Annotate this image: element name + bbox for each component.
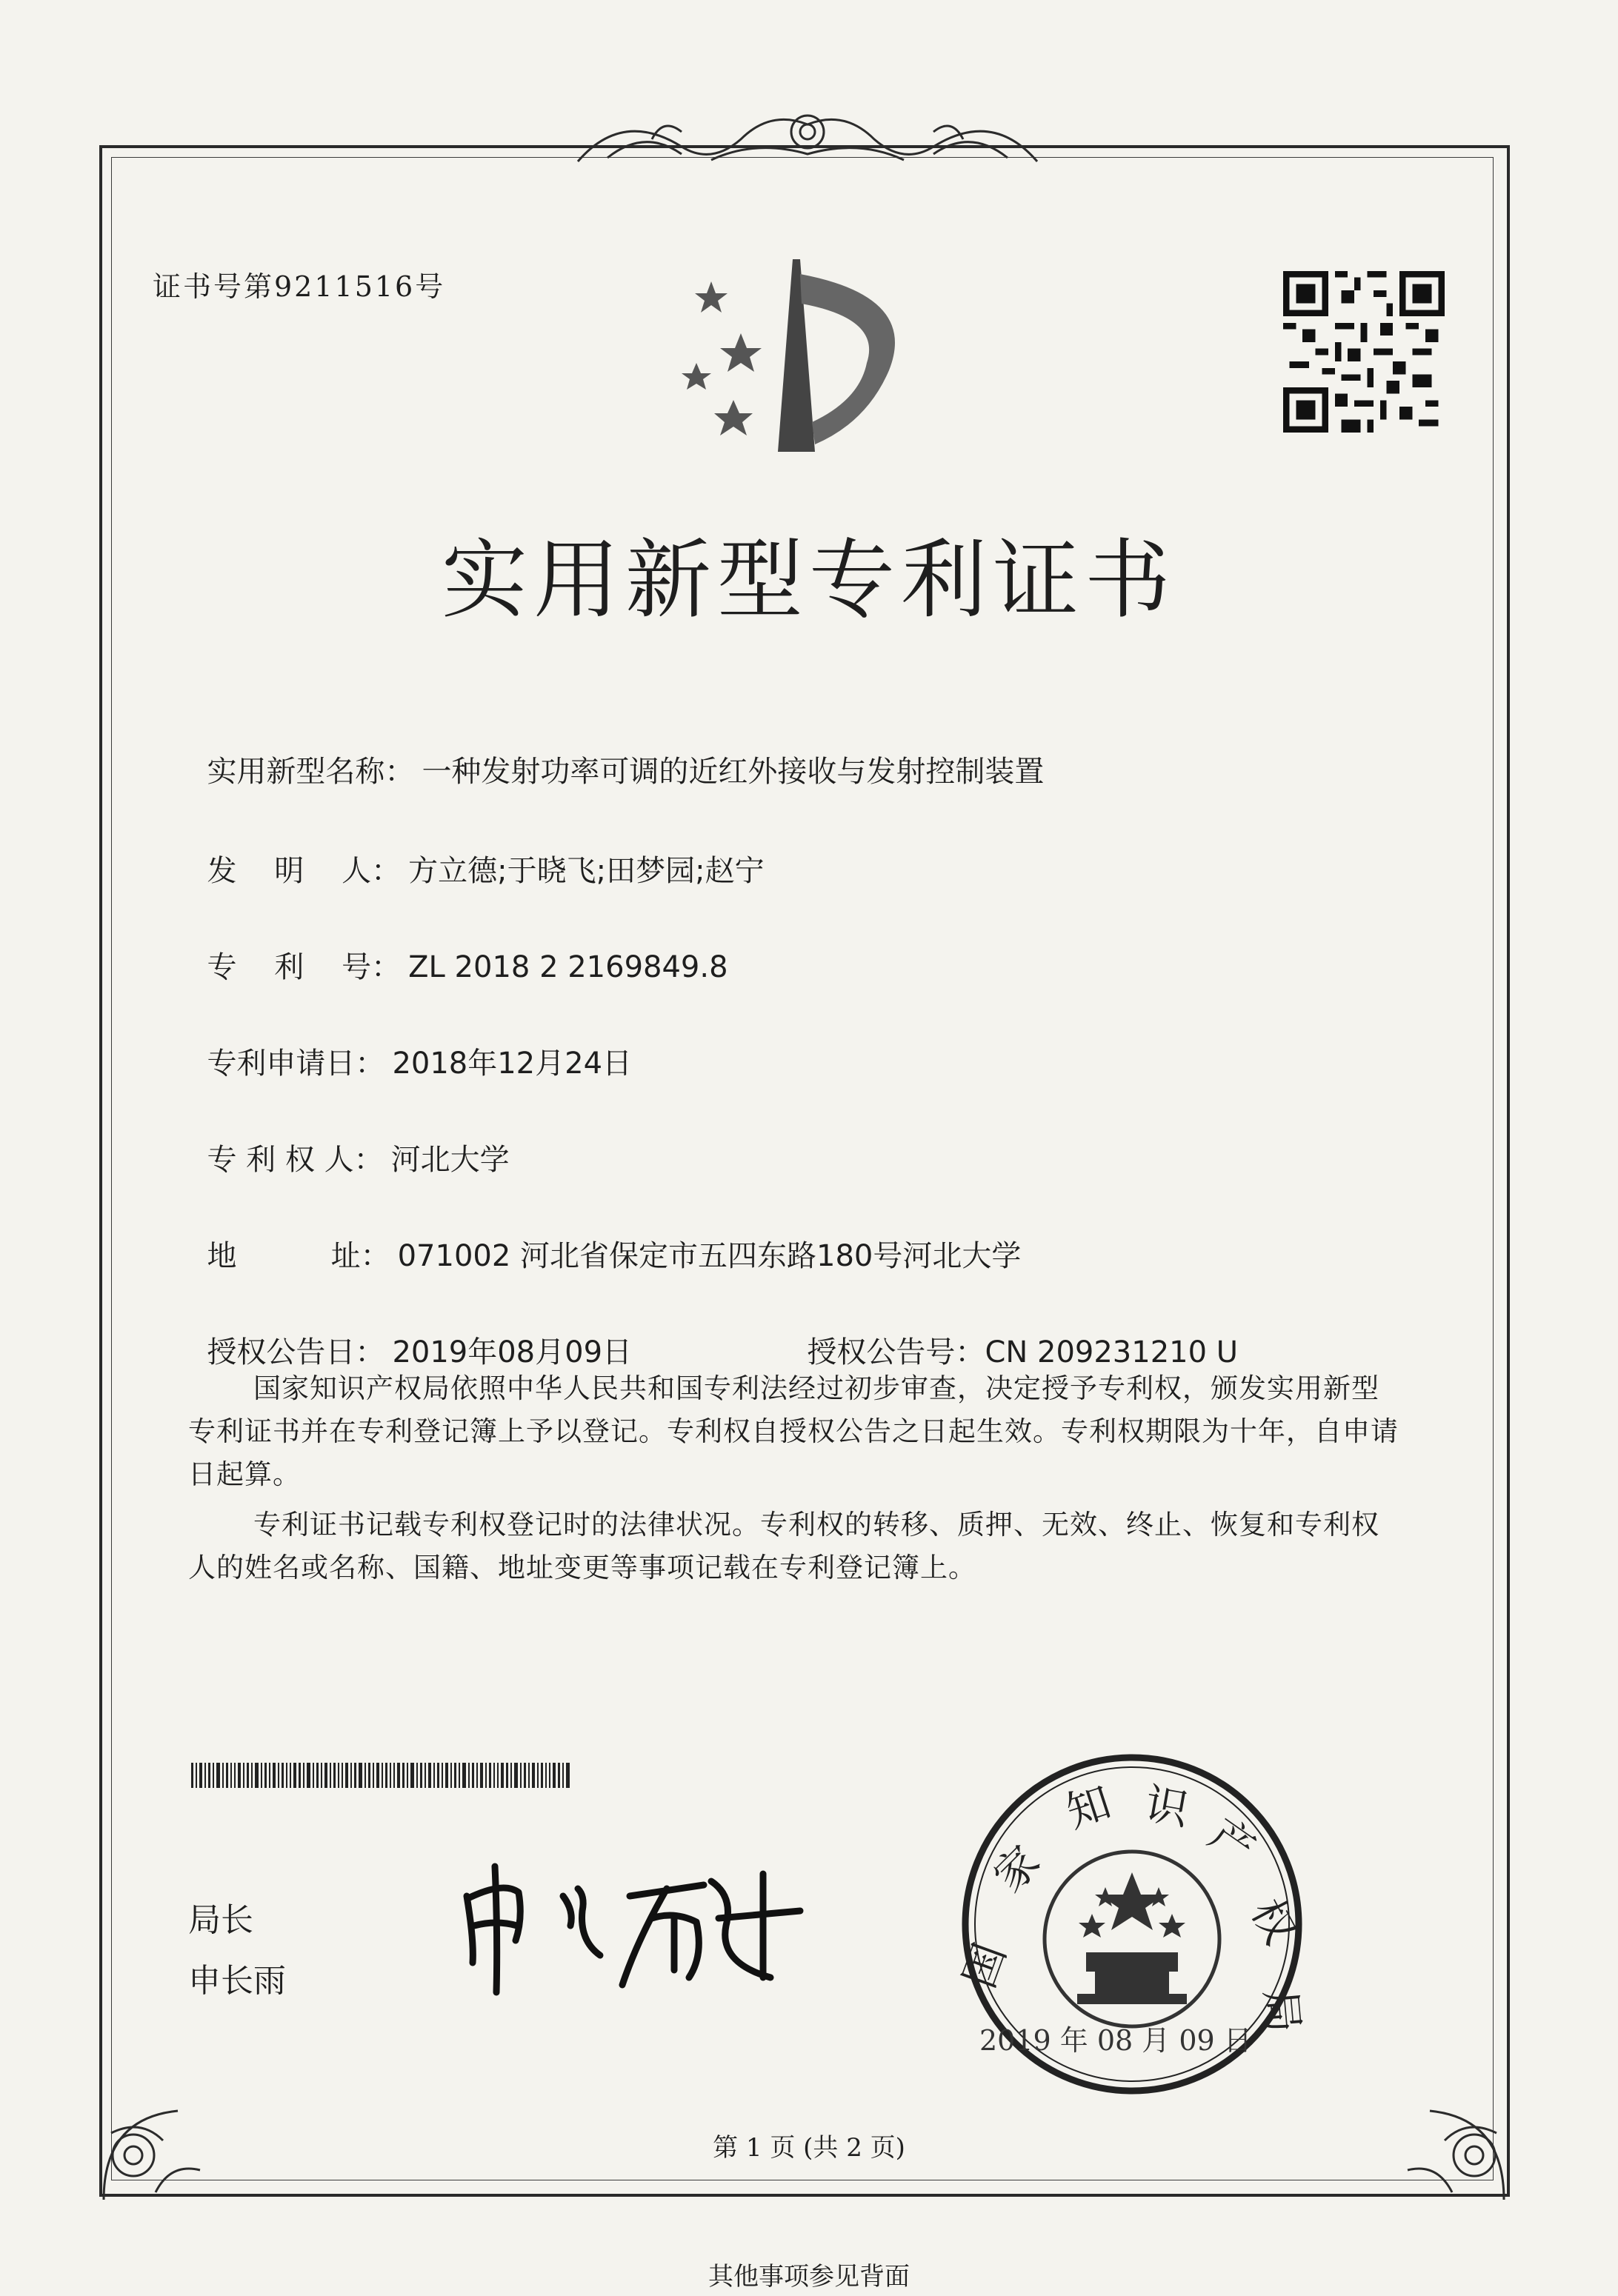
inventors-row [188,813,765,890]
top-ornament [563,95,1052,176]
svg-text:权: 权 [1241,1890,1306,1952]
svg-text:家: 家 [983,1835,1050,1902]
signatory-name: 申长雨 [188,1962,286,2000]
barcode [191,1763,665,1788]
application-date-row [188,1006,632,1082]
field-value: 一种发射功率可调的近红外接收与发射控制装置 [422,755,1045,789]
signatory-title: 局长 [188,1901,253,1939]
page-footer: 其他事项参见背面 [708,2262,910,2292]
field-value: 2018年12月24日 [392,1047,633,1081]
field-value: 河北大学 [390,1143,510,1177]
field-label: 发 明 人： [207,854,402,888]
certificate-title: 实用新型专利证书 [442,530,1176,630]
seal-date: 2019 年 08 月 09 日 [979,2024,1252,2057]
svg-text:知: 知 [1060,1776,1117,1838]
patent-office-emblem [667,252,948,467]
field-value: ZL 2018 2 2169849.8 [408,950,728,984]
qr-code [1283,271,1445,433]
field-value: 2019年08月09日 [392,1335,633,1369]
page-number: 第 1 页 (共 2 页) [713,2133,905,2163]
field-label: 专利申请日： [207,1047,385,1081]
utility-model-name-row [188,714,1044,790]
field-value: CN 209231210 U [985,1335,1239,1369]
field-label: 地 址： [207,1239,390,1273]
field-label: 授权公告号： [807,1335,985,1369]
field-label: 实用新型名称： [207,755,415,789]
field-value: 方立德;于晓飞;田梦园;赵宁 [408,854,765,888]
field-label: 专 利 号： [207,950,402,984]
handwritten-signature [452,1852,808,2000]
svg-text:识: 识 [1141,1778,1193,1835]
svg-text:国: 国 [953,1937,1016,1995]
field-label: 授权公告日： [207,1335,385,1369]
patent-number-row [188,910,728,986]
field-label: 专 利 权 人： [207,1143,384,1177]
patentee-row [188,1102,510,1178]
publication-number-row [788,1295,1238,1371]
address-row [188,1198,1021,1275]
grant-date-row [188,1295,632,1371]
field-value: 071002 河北省保定市五四东路180号河北大学 [397,1239,1022,1273]
svg-text:产: 产 [1199,1808,1265,1875]
grant-paragraph: 国家知识产权局依照中华人民共和国专利法经过初步审查，决定授予专利权，颁发实用新型专利证书并在专利登记簿上予以登记。专利权自授权公告之日起生效。专利权期限为十年，自申请日起算。 [188,1372,1399,1490]
certificate-number: 证书号第9211516号 [153,270,446,303]
legal-status-paragraph: 专利证书记载专利权登记时的法律状况。专利权的转移、质押、无效、终止、恢复和专利权人的姓名或名称、国籍、地址变更等事项记载在专利登记簿上。 [188,1509,1379,1583]
svg-text:局: 局 [1255,1987,1309,2035]
